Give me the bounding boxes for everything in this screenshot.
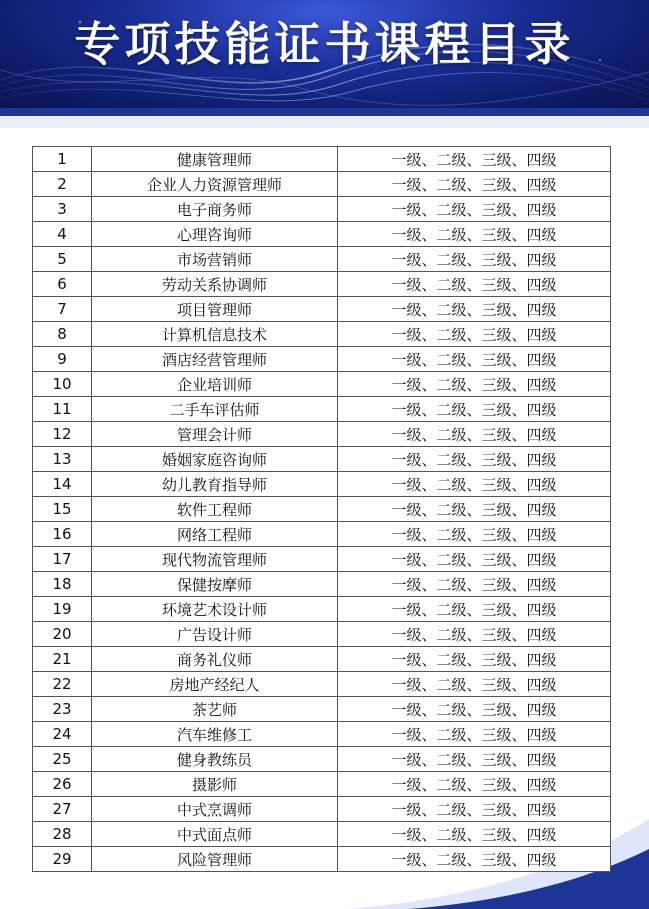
course-number: 16 <box>33 522 92 547</box>
course-name: 保健按摩师 <box>92 572 338 597</box>
table-row <box>33 397 611 422</box>
course-number: 3 <box>33 197 92 222</box>
header-banner <box>0 0 649 112</box>
table-row <box>33 772 611 797</box>
course-number: 4 <box>33 222 92 247</box>
course-number: 14 <box>33 472 92 497</box>
course-name: 管理会计师 <box>92 422 338 447</box>
course-name: 环境艺术设计师 <box>92 597 338 622</box>
table-row <box>33 697 611 722</box>
course-levels: 一级、二级、三级、四级 <box>338 397 611 422</box>
course-name: 中式面点师 <box>92 822 338 847</box>
course-number: 21 <box>33 647 92 672</box>
course-levels: 一级、二级、三级、四级 <box>338 647 611 672</box>
course-levels: 一级、二级、三级、四级 <box>338 847 611 872</box>
table-row <box>33 822 611 847</box>
course-levels: 一级、二级、三级、四级 <box>338 147 611 172</box>
course-number: 27 <box>33 797 92 822</box>
table-row <box>33 647 611 672</box>
course-name: 风险管理师 <box>92 847 338 872</box>
table-row <box>33 297 611 322</box>
table-row <box>33 622 611 647</box>
course-name: 房地产经纪人 <box>92 672 338 697</box>
course-levels: 一级、二级、三级、四级 <box>338 622 611 647</box>
course-levels: 一级、二级、三级、四级 <box>338 772 611 797</box>
course-levels: 一级、二级、三级、四级 <box>338 747 611 772</box>
course-levels: 一级、二级、三级、四级 <box>338 597 611 622</box>
table-row <box>33 372 611 397</box>
course-number: 10 <box>33 372 92 397</box>
header-stripe-light <box>0 116 649 128</box>
course-number: 20 <box>33 622 92 647</box>
course-levels: 一级、二级、三级、四级 <box>338 222 611 247</box>
table-row <box>33 597 611 622</box>
course-levels: 一级、二级、三级、四级 <box>338 722 611 747</box>
course-levels: 一级、二级、三级、四级 <box>338 197 611 222</box>
course-name: 汽车维修工 <box>92 722 338 747</box>
course-levels: 一级、二级、三级、四级 <box>338 297 611 322</box>
course-levels: 一级、二级、三级、四级 <box>338 672 611 697</box>
table-row <box>33 222 611 247</box>
course-number: 9 <box>33 347 92 372</box>
course-levels: 一级、二级、三级、四级 <box>338 797 611 822</box>
course-number: 7 <box>33 297 92 322</box>
table-row <box>33 797 611 822</box>
course-number: 2 <box>33 172 92 197</box>
course-name: 健康管理师 <box>92 147 338 172</box>
course-name: 二手车评估师 <box>92 397 338 422</box>
course-name: 企业人力资源管理师 <box>92 172 338 197</box>
table-row <box>33 347 611 372</box>
course-name: 心理咨询师 <box>92 222 338 247</box>
course-number: 24 <box>33 722 92 747</box>
course-number: 22 <box>33 672 92 697</box>
table-row <box>33 522 611 547</box>
course-levels: 一级、二级、三级、四级 <box>338 697 611 722</box>
table-row <box>33 572 611 597</box>
table-row <box>33 497 611 522</box>
page-title: 专项技能证书课程目录 <box>74 17 575 71</box>
table-row <box>33 322 611 347</box>
course-name: 中式烹调师 <box>92 797 338 822</box>
course-name: 现代物流管理师 <box>92 547 338 572</box>
course-number: 28 <box>33 822 92 847</box>
course-name: 摄影师 <box>92 772 338 797</box>
table-row <box>33 447 611 472</box>
course-levels: 一级、二级、三级、四级 <box>338 472 611 497</box>
course-number: 15 <box>33 497 92 522</box>
table-row <box>33 272 611 297</box>
course-number: 11 <box>33 397 92 422</box>
course-number: 23 <box>33 697 92 722</box>
course-levels: 一级、二级、三级、四级 <box>338 172 611 197</box>
course-number: 12 <box>33 422 92 447</box>
header-stripe <box>0 108 649 116</box>
course-name: 健身教练员 <box>92 747 338 772</box>
course-levels: 一级、二级、三级、四级 <box>338 347 611 372</box>
course-number: 19 <box>33 597 92 622</box>
course-name: 婚姻家庭咨询师 <box>92 447 338 472</box>
course-name: 茶艺师 <box>92 697 338 722</box>
course-levels: 一级、二级、三级、四级 <box>338 272 611 297</box>
course-number: 18 <box>33 572 92 597</box>
course-name: 幼儿教育指导师 <box>92 472 338 497</box>
course-name: 酒店经营管理师 <box>92 347 338 372</box>
course-number: 1 <box>33 147 92 172</box>
table-row <box>33 847 611 872</box>
course-levels: 一级、二级、三级、四级 <box>338 447 611 472</box>
course-name: 企业培训师 <box>92 372 338 397</box>
table-row <box>33 547 611 572</box>
course-number: 26 <box>33 772 92 797</box>
table-row <box>33 722 611 747</box>
course-name: 网络工程师 <box>92 522 338 547</box>
table-row <box>33 672 611 697</box>
course-number: 17 <box>33 547 92 572</box>
course-number: 8 <box>33 322 92 347</box>
course-levels: 一级、二级、三级、四级 <box>338 547 611 572</box>
table-row <box>33 247 611 272</box>
course-name: 计算机信息技术 <box>92 322 338 347</box>
course-number: 5 <box>33 247 92 272</box>
course-name: 广告设计师 <box>92 622 338 647</box>
course-number: 6 <box>33 272 92 297</box>
course-levels: 一级、二级、三级、四级 <box>338 422 611 447</box>
course-name: 商务礼仪师 <box>92 647 338 672</box>
course-table <box>32 146 611 872</box>
course-name: 电子商务师 <box>92 197 338 222</box>
course-name: 市场营销师 <box>92 247 338 272</box>
course-levels: 一级、二级、三级、四级 <box>338 247 611 272</box>
table-row <box>33 147 611 172</box>
course-number: 29 <box>33 847 92 872</box>
table-row <box>33 472 611 497</box>
course-levels: 一级、二级、三级、四级 <box>338 372 611 397</box>
course-name: 软件工程师 <box>92 497 338 522</box>
course-levels: 一级、二级、三级、四级 <box>338 497 611 522</box>
course-name: 项目管理师 <box>92 297 338 322</box>
course-levels: 一级、二级、三级、四级 <box>338 322 611 347</box>
table-row <box>33 747 611 772</box>
table-row <box>33 197 611 222</box>
course-name: 劳动关系协调师 <box>92 272 338 297</box>
course-levels: 一级、二级、三级、四级 <box>338 572 611 597</box>
course-number: 25 <box>33 747 92 772</box>
table-row <box>33 422 611 447</box>
course-levels: 一级、二级、三级、四级 <box>338 522 611 547</box>
table-row <box>33 172 611 197</box>
course-number: 13 <box>33 447 92 472</box>
course-levels: 一级、二级、三级、四级 <box>338 822 611 847</box>
